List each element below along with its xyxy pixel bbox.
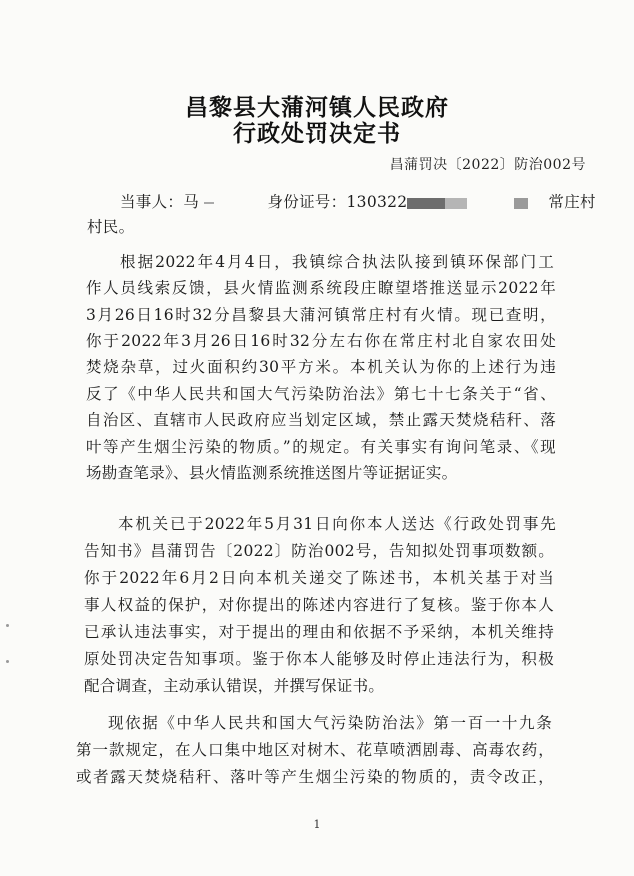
body-line: 告知书》昌蒲罚告〔2022〕防治002号，告知拟处罚事项数额。 — [84, 542, 554, 560]
id-label: 身份证号： — [267, 193, 347, 211]
party-line-2: 村民。 — [87, 218, 135, 236]
party-label: 当事人： — [120, 193, 184, 211]
redaction-mark — [204, 202, 214, 204]
body-line: 反了《中华人民共和国大气污染防治法》第七十七条关于“省、 — [86, 385, 556, 403]
body-line: 第一款规定，在人口集中地区对树木、花草喷洒剧毒、高毒农药， — [76, 741, 554, 759]
body-line: 你于2022年6月2日向本机关递交了陈述书，本机关基于对当 — [84, 569, 554, 587]
page-number: 1 — [313, 818, 321, 831]
body-line: 焚烧杂草，过火面积约30平方米。本机关认为你的上述行为违 — [86, 358, 556, 376]
document-number: 昌蒲罚决〔2022〕防治002号 — [389, 157, 586, 173]
id-redaction-block-2 — [445, 198, 467, 209]
party-name: 马 — [183, 193, 200, 211]
document-title-line2: 行政处罚决定书 — [233, 120, 401, 147]
scan-speck — [6, 660, 9, 663]
body-line: 现依据《中华人民共和国大气污染防治法》第一百一十九条 — [108, 714, 552, 732]
body-line: 已承认违法事实，对于提出的理由和依据不予采纳，本机关维持 — [84, 623, 554, 641]
party-line — [120, 192, 596, 212]
body-line: 事人权益的保护，对你提出的陈述内容进行了复核。鉴于你本人 — [84, 596, 554, 614]
body-line: 原处罚决定告知事项。鉴于你本人能够及时停止违法行为，积极 — [84, 650, 554, 668]
body-line: 叶等产生烟尘污染的物质。”的规定。有关事实有询问笔录、《现 — [86, 438, 556, 456]
body-line: 自治区、直辖市人民政府应当划定区域，禁止露天焚烧秸秆、落 — [86, 411, 556, 429]
body-line: 本机关已于2022年5月31日向你本人送达《行政处罚事先 — [118, 515, 556, 533]
id-prefix: 130322 — [346, 193, 408, 211]
body-line: 场勘查笔录》、县火情监测系统推送图片等证据证实。 — [86, 464, 458, 482]
body-line: 配合调查，主动承认错误，并撰写保证书。 — [84, 677, 385, 695]
body-line: 根据2022年4月4日，我镇综合执法队接到镇环保部门工 — [120, 253, 554, 271]
body-line: 或者露天焚烧秸秆、落叶等产生烟尘污染的物质的，责令改正， — [76, 768, 554, 786]
address-tail: 常庄村 — [548, 193, 596, 211]
document-title-line1: 昌黎县大蒲河镇人民政府 — [185, 94, 449, 121]
id-redaction-block-3 — [514, 198, 528, 209]
body-line: 3月26日16时32分昌黎县大蒲河镇常庄村有火情。现已查明， — [86, 306, 556, 324]
id-redaction-block-1 — [407, 198, 445, 209]
scan-speck — [6, 624, 9, 627]
body-line: 作人员线索反馈，县火情监测系统段庄瞭望塔推送显示2022年 — [86, 279, 556, 297]
body-line: 你于2022年3月26日16时32分左右你在常庄村北自家农田处 — [86, 332, 556, 350]
